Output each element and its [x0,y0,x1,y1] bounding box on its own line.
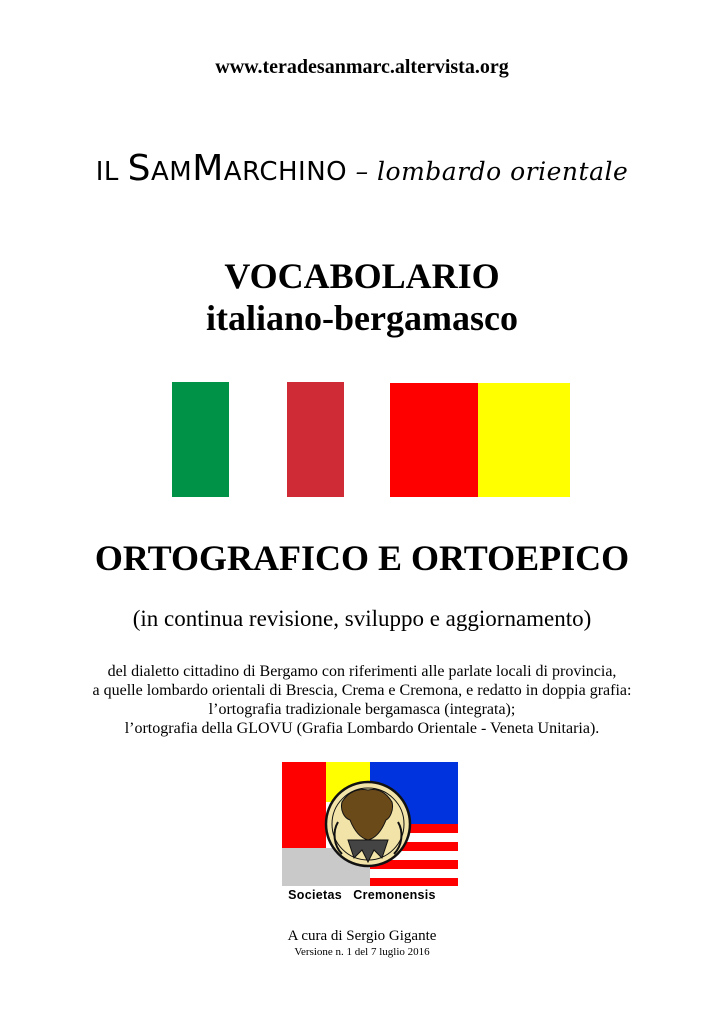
series-subtitle [0,148,724,189]
description [0,662,724,738]
page-title-line1: VOCABOLARIO [224,256,500,296]
subtitle-archino: ARCHINO [223,157,348,187]
subtitle-m: M [192,148,224,189]
subtitle-s: S [127,148,151,189]
italy-flag-white [229,382,287,497]
description-line: l’ortografia della GLOVU (Grafia Lombardo Orientale - Veneta Unitaria). [124,720,600,737]
italy-flag-red [287,382,344,497]
emblem-caption: Societas Cremonensis [288,888,436,902]
page-title-line2: italiano-bergamasco [206,298,518,338]
description-line: del dialetto cittadino di Bergamo con riferimenti alle parlate locali di provincia, [107,663,617,680]
website-url: www.teradesanmarc.altervista.org [215,56,509,78]
subtitle-rest: – lombardo orientale [347,157,629,186]
subtitle-am: AM [151,157,193,187]
bergamo-flag-yellow [478,383,570,497]
subtitle-il: IL [95,157,128,187]
italy-flag-green [172,382,229,497]
bergamo-flag-red [390,383,478,497]
revision-note: (in continua revisione, sviluppo e aggiornamento) [132,606,592,631]
curator-credit: A cura di Sergio Gigante [287,928,437,944]
description-line: a quelle lombardo orientali di Brescia, Crema e Cremona, e redatto in doppia grafia: [92,682,632,699]
lion-of-st-mark-emblem-icon [282,762,458,886]
version-info: Versione n. 1 del 7 luglio 2016 [294,946,430,958]
section-heading: ORTOGRAFICO E ORTOEPICO [94,538,630,578]
description-line: l’ortografia tradizionale bergamasca (integrata); [208,701,516,718]
